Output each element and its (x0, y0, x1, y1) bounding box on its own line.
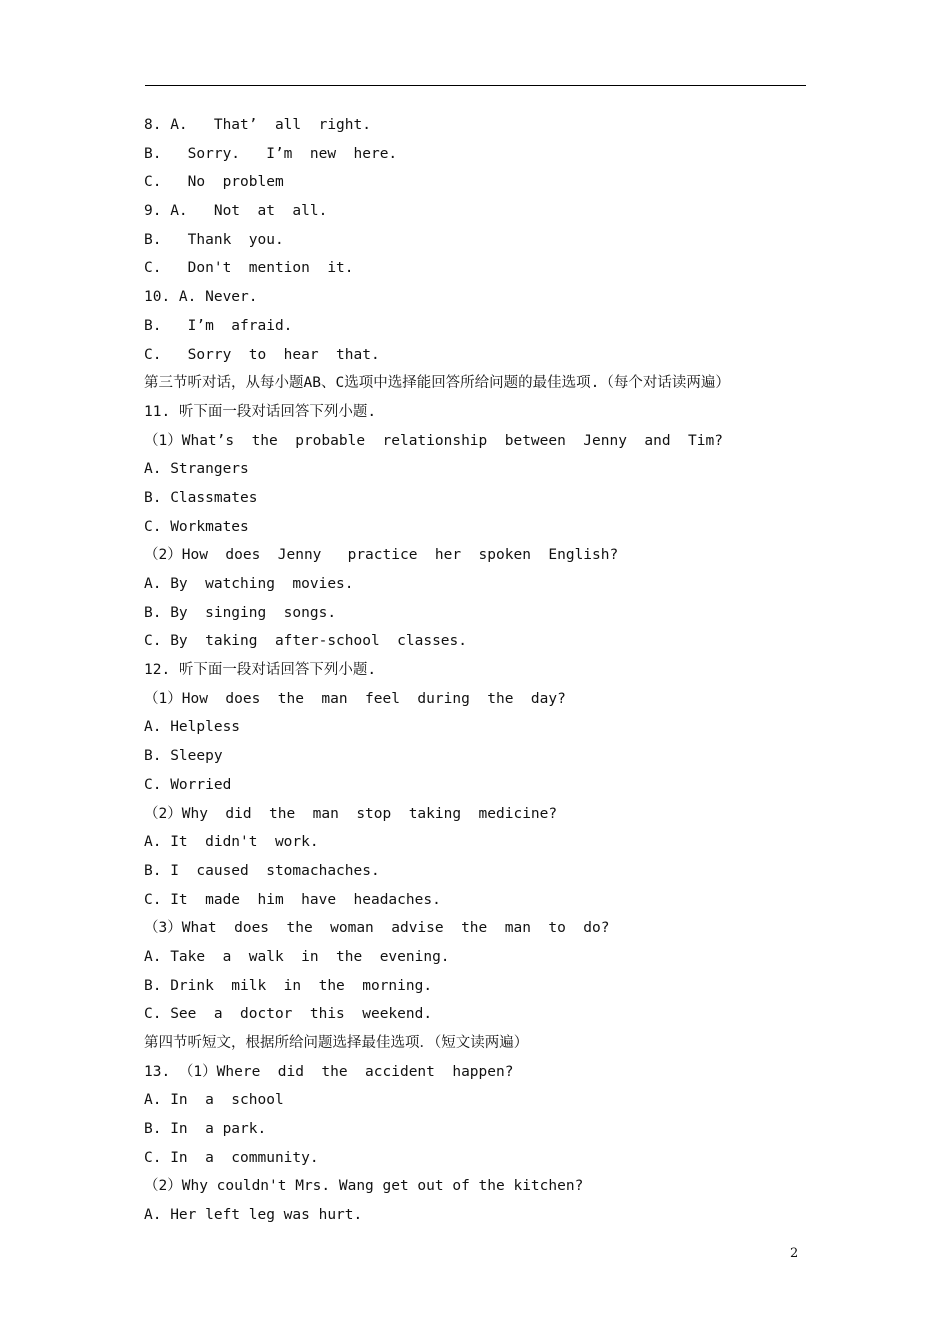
text-line: B. Sleepy (144, 748, 223, 765)
text-line: B. I’m afraid. (144, 317, 293, 334)
text-line: A. By watching movies. (144, 576, 354, 592)
section-heading: 第四节听短文，根据所给问题选择最佳选项．（短文读两遍） (144, 1035, 529, 1051)
text-line: C. Worried (144, 776, 232, 793)
text-line: C. By taking after-school classes. (144, 633, 468, 650)
question-heading: 12. 听下面一段对话回答下列小题. (144, 662, 377, 679)
question-heading: 11. 听下面一段对话回答下列小题. (144, 403, 377, 420)
text-line: B. By singing songs. (144, 604, 337, 621)
text-line: （1）What’s the probable relationship between Jenny and Tim? (144, 432, 723, 449)
text-line: C. In a community. (144, 1149, 319, 1166)
text-line: B. I caused stomachaches. (144, 862, 380, 879)
text-line: C. Workmates (144, 518, 249, 535)
text-line: C. Don't mention it. (144, 260, 354, 277)
text-line: 8. A. That’ all right. (144, 117, 371, 133)
text-line: （3）What does the woman advise the man to do? (144, 920, 610, 937)
text-line: C. It made him have headaches. (144, 891, 441, 908)
text-line: B. Drink milk in the morning. (144, 977, 433, 994)
text-line: A. Helpless (144, 719, 241, 736)
text-line: A. Strangers (144, 461, 249, 478)
text-line: B. In a park. (144, 1121, 267, 1138)
header-rule (145, 85, 806, 86)
text-line: A. Take a walk in the evening. (144, 948, 450, 965)
text-line: B. Sorry. I’m new here. (144, 145, 398, 162)
text-line: C. See a doctor this weekend. (144, 1006, 433, 1023)
text-line: A. It didn't work. (144, 834, 319, 851)
text-line: （2）Why couldn't Mrs. Wang get out of the kitchen? (144, 1178, 584, 1195)
text-line: （1）How does the man feel during the day? (144, 690, 566, 707)
document-body (144, 111, 808, 1230)
section-heading: 第三节听对话，从每小题AB、C选项中选择能回答所给问题的最佳选项.（每个对话读两遍） (144, 375, 730, 392)
text-line: B. Thank you. (144, 231, 284, 248)
text-line: C. No problem (144, 174, 284, 191)
text-line: 13. （1）Where did the accident happen? (144, 1063, 514, 1080)
text-line: A. In a school (144, 1092, 284, 1109)
text-line: A. Her left leg was hurt. (144, 1207, 363, 1224)
text-line: （2）Why did the man stop taking medicine? (144, 805, 558, 822)
text-line: C. Sorry to hear that. (144, 346, 380, 363)
text-line: （2）How does Jenny practice her spoken English? (144, 547, 619, 564)
text-line: 10. A. Never. (144, 289, 258, 306)
text-line: 9. A. Not at all. (144, 203, 328, 220)
text-line: B. Classmates (144, 489, 258, 506)
page-number: 2 (790, 1246, 799, 1261)
